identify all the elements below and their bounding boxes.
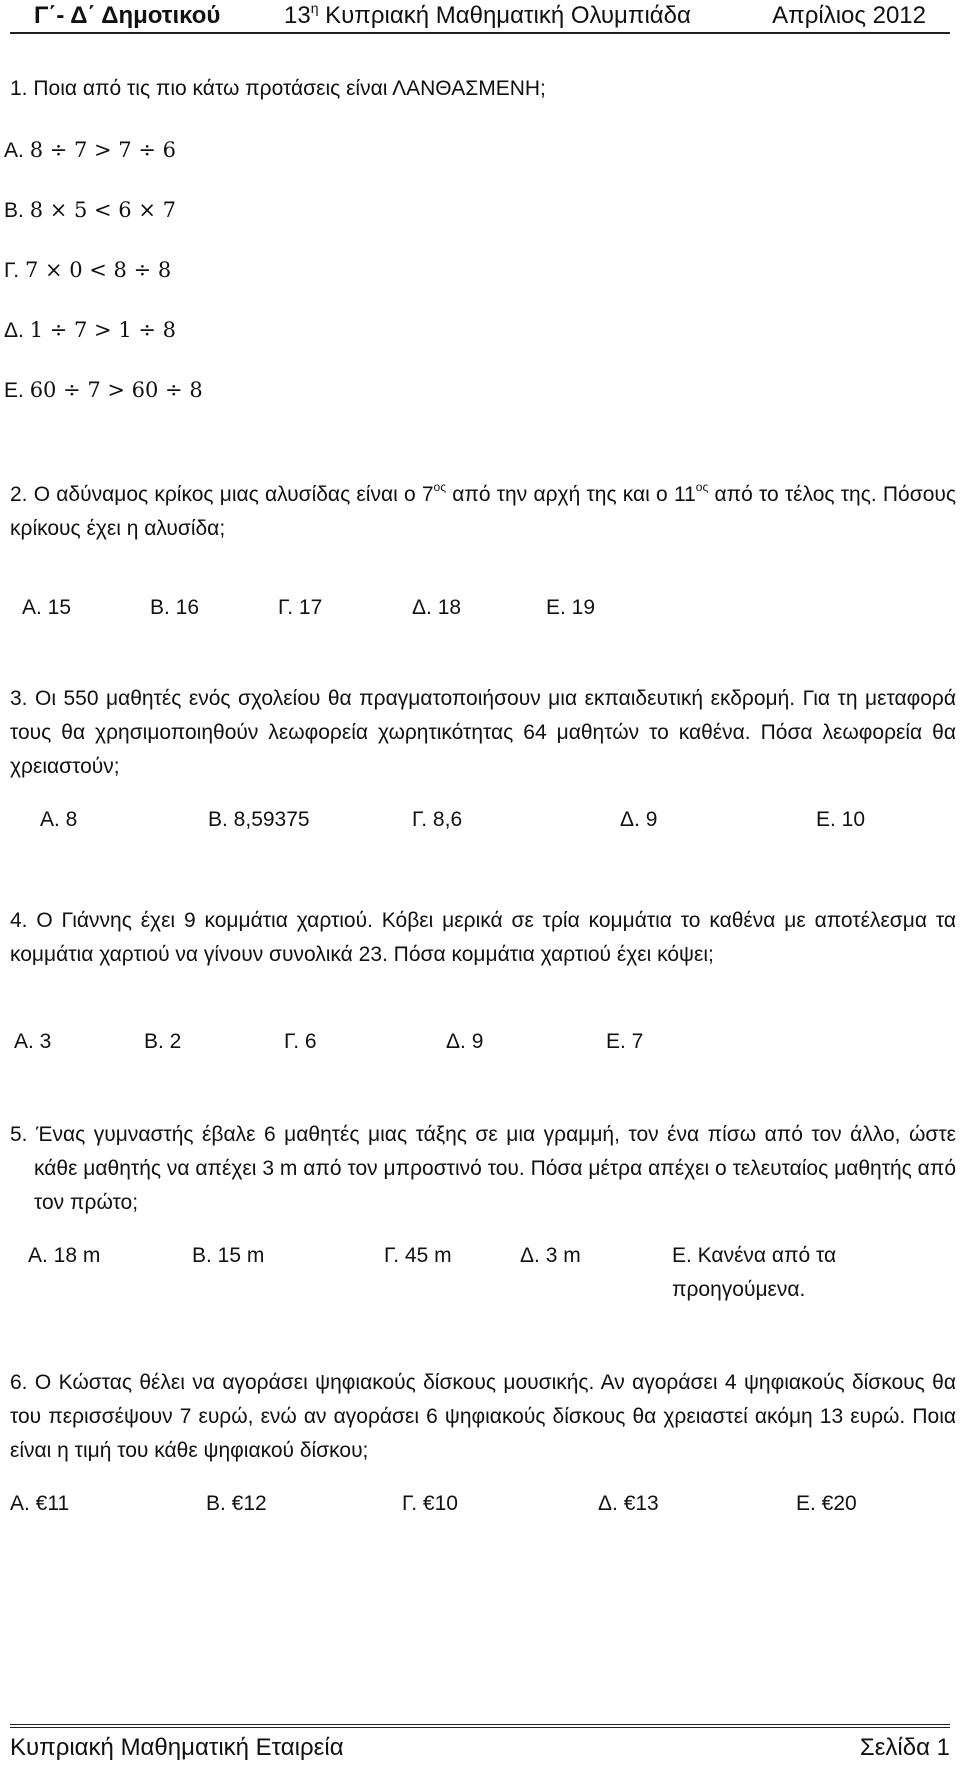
question-6 bbox=[10, 1366, 956, 1468]
q1-option-b-label: Β. bbox=[4, 199, 30, 222]
q1-option-a-expr: 8 ÷ 7 > 7 ÷ 6 bbox=[29, 138, 176, 162]
olympiad-number: 13 bbox=[284, 2, 311, 29]
q2-text-part-b: από την αρχή της και ο 11 bbox=[446, 483, 696, 506]
q3-option-d[interactable]: Δ. 9 bbox=[620, 808, 658, 831]
footer-page-number: Σελίδα 1 bbox=[859, 1734, 950, 1761]
grade-label: Γ΄- Δ΄ Δημοτικού bbox=[34, 2, 221, 29]
question-6-text: 6. Ο Κώστας θέλει να αγοράσει ψηφιακούς δίσκους μουσικής. Αν αγοράσει 4 ψηφιακούς δίσκους θα του περισσέψουν 7 ευρώ, ενώ αν αγοράσει 6 ψηφιακούς δίσκους θα χρειαστεί ακόμη 13 ευρώ. Ποια είναι η τιμή του κάθε ψηφιακού δίσκου; bbox=[10, 1371, 956, 1462]
q2-text-part-c: από το τέλος της. Πόσους κρίκους έχει η αλυσίδα; bbox=[10, 483, 956, 540]
q1-option-d-expr: 1 ÷ 7 > 1 ÷ 8 bbox=[29, 318, 176, 342]
q3-option-e[interactable]: Ε. 10 bbox=[816, 808, 866, 831]
q5-option-e-continued: προηγούμενα. bbox=[672, 1278, 806, 1301]
question-3 bbox=[10, 682, 956, 784]
q1-option-d[interactable] bbox=[4, 318, 176, 343]
question-3-text: 3. Οι 550 μαθητές ενός σχολείου θα πραγματοποιήσουν μια εκπαιδευτική εκδρομή. Για τη μεταφορά τους θα χρησιμοποιηθούν λεωφορεία χωρητικότητας 64 μαθητών το καθένα. Πόσα λεωφορεία θα χρειαστούν; bbox=[10, 687, 956, 778]
olympiad-title bbox=[284, 0, 691, 32]
question-5-options-continued bbox=[0, 1278, 946, 1312]
q2-option-a[interactable]: Α. 15 bbox=[22, 596, 72, 619]
question-5-options bbox=[0, 1244, 946, 1278]
question-4 bbox=[10, 904, 956, 972]
q4-option-e[interactable]: Ε. 7 bbox=[606, 1030, 644, 1053]
q1-option-c[interactable] bbox=[4, 258, 171, 283]
q2-option-c[interactable]: Γ. 17 bbox=[278, 596, 323, 619]
q6-option-e[interactable]: Ε. €20 bbox=[796, 1492, 857, 1515]
q2-text-part-a: 2. Ο αδύναμος κρίκος μιας αλυσίδας είναι ο 7 bbox=[10, 483, 434, 506]
q6-option-c[interactable]: Γ. €10 bbox=[402, 1492, 458, 1515]
question-2 bbox=[10, 478, 956, 546]
exam-date: Απρίλιος 2012 bbox=[772, 2, 926, 29]
q4-option-d[interactable]: Δ. 9 bbox=[446, 1030, 484, 1053]
q6-option-a[interactable]: Α. €11 bbox=[10, 1492, 70, 1515]
q3-option-c[interactable]: Γ. 8,6 bbox=[412, 808, 463, 831]
q2-option-b[interactable]: Β. 16 bbox=[150, 596, 200, 619]
q5-option-a[interactable]: Α. 18 m bbox=[28, 1244, 101, 1267]
q1-option-b-expr: 8 × 5 < 6 × 7 bbox=[29, 198, 176, 222]
olympiad-number-suffix: η bbox=[310, 0, 319, 16]
question-6-options bbox=[0, 1492, 946, 1526]
question-4-text: 4. Ο Γιάννης έχει 9 κομμάτια χαρτιού. Κόβει μερικά σε τρία κομμάτια το καθένα με αποτέλεσμα τα κομμάτια χαρτιού να γίνουν συνολικά 23. Πόσα κομμάτια χαρτιού έχει κόψει; bbox=[10, 909, 956, 966]
olympiad-name: Κυπριακή Μαθηματική Ολυμπιάδα bbox=[325, 2, 691, 29]
q4-option-c[interactable]: Γ. 6 bbox=[284, 1030, 317, 1053]
q2-option-d[interactable]: Δ. 18 bbox=[412, 596, 462, 619]
q2-ordinal-suffix-a: ος bbox=[433, 480, 447, 494]
q1-option-e-expr: 60 ÷ 7 > 60 ÷ 8 bbox=[29, 378, 203, 402]
q2-ordinal-suffix-b: ος bbox=[695, 480, 709, 494]
q4-option-a[interactable]: Α. 3 bbox=[14, 1030, 52, 1053]
q5-option-d[interactable]: Δ. 3 m bbox=[520, 1244, 581, 1267]
q1-option-b[interactable] bbox=[4, 198, 176, 223]
q3-option-b[interactable]: Β. 8,59375 bbox=[208, 808, 310, 831]
question-3-options bbox=[0, 808, 946, 842]
q6-option-b[interactable]: Β. €12 bbox=[206, 1492, 267, 1515]
question-1 bbox=[10, 72, 956, 106]
q5-option-c[interactable]: Γ. 45 m bbox=[384, 1244, 452, 1267]
q1-option-c-expr: 7 × 0 < 8 ÷ 8 bbox=[24, 258, 172, 282]
q6-option-d[interactable]: Δ. €13 bbox=[598, 1492, 659, 1515]
question-5-text: 5. Ένας γυμναστής έβαλε 6 μαθητές μιας τάξης σε μια γραμμή, τον ένα πίσω από τον άλλο, ώστε κάθε μαθητής να απέχει 3 m από τον μπροστινό του. Πόσα μέτρα απέχει ο τελευταίος μαθητής από τον πρώτο; bbox=[10, 1123, 956, 1214]
page-header bbox=[10, 0, 950, 34]
question-4-options bbox=[0, 1030, 946, 1064]
question-2-text bbox=[10, 478, 956, 546]
q1-option-e[interactable] bbox=[4, 378, 203, 403]
question-5 bbox=[10, 1118, 956, 1220]
q5-option-e[interactable]: Ε. Κανένα από τα bbox=[672, 1244, 837, 1267]
q1-option-e-label: Ε. bbox=[4, 379, 30, 402]
question-2-options bbox=[0, 596, 946, 630]
q1-option-a[interactable] bbox=[4, 138, 176, 163]
footer-organization: Κυπριακή Μαθηματική Εταιρεία bbox=[10, 1734, 344, 1761]
q4-option-b[interactable]: Β. 2 bbox=[144, 1030, 182, 1053]
q1-option-d-label: Δ. bbox=[4, 319, 30, 342]
q1-option-a-label: Α. bbox=[4, 139, 30, 162]
q2-option-e[interactable]: Ε. 19 bbox=[546, 596, 596, 619]
q5-option-b[interactable]: Β. 15 m bbox=[192, 1244, 265, 1267]
page-footer bbox=[10, 1724, 950, 1764]
q3-option-a[interactable]: Α. 8 bbox=[40, 808, 78, 831]
q1-option-c-label: Γ. bbox=[4, 259, 25, 282]
question-1-text: 1. Ποια από τις πιο κάτω προτάσεις είναι ΛΑΝΘΑΣΜΕΝΗ; bbox=[10, 77, 546, 100]
